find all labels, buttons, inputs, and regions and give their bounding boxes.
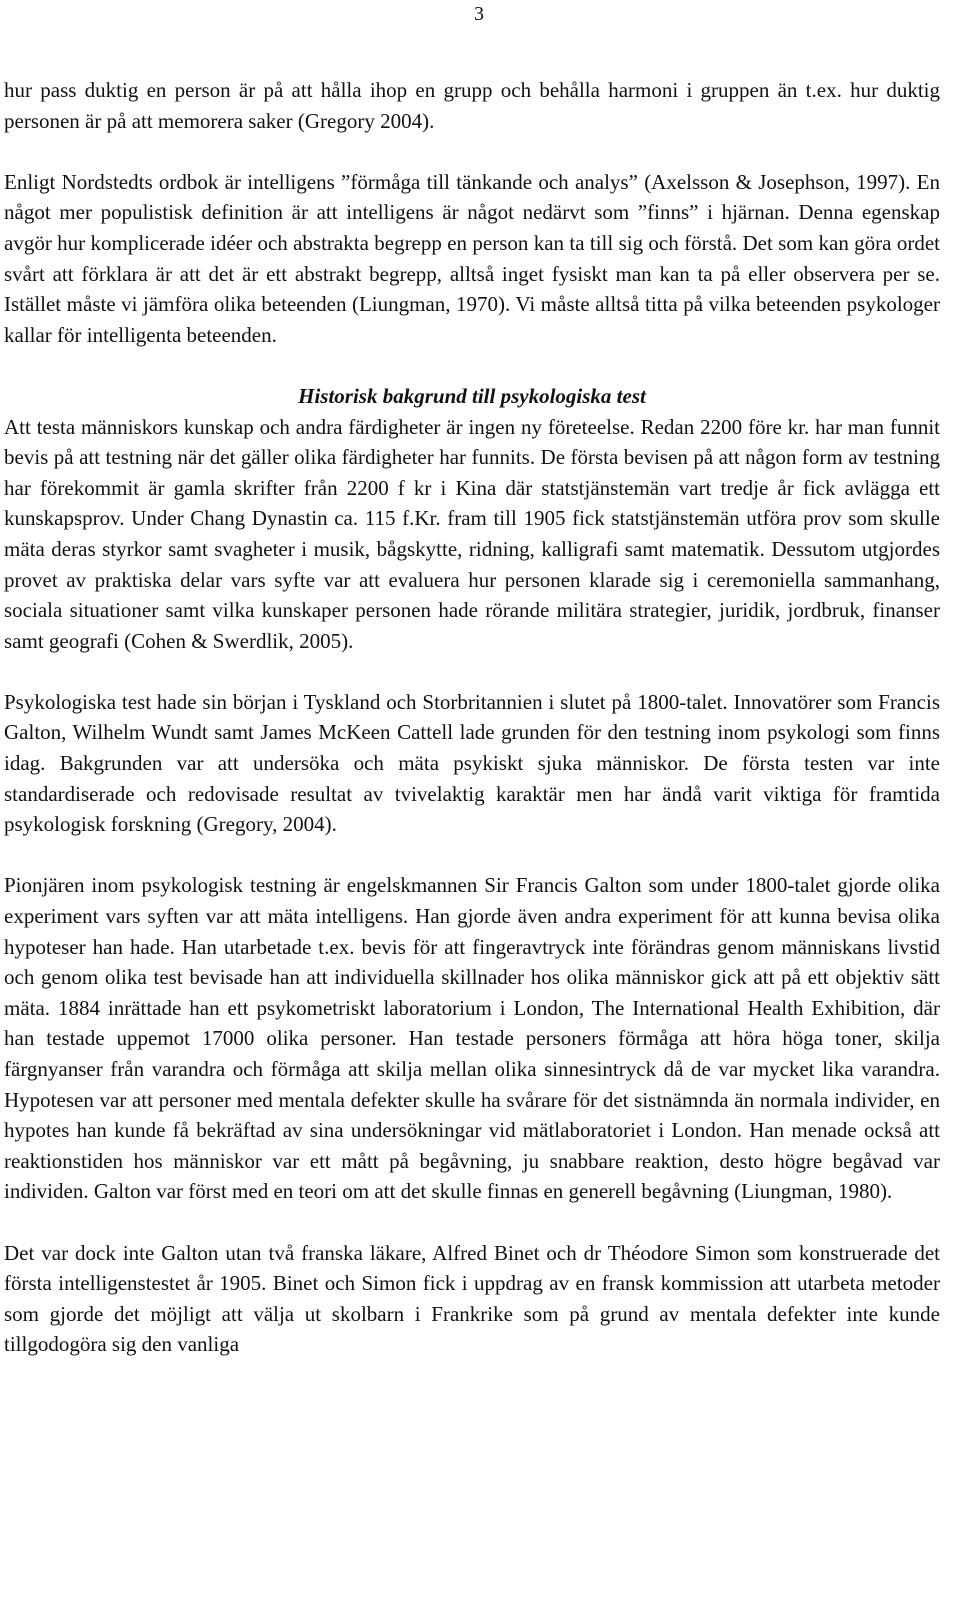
paragraph-galton: Pionjären inom psykologisk testning är engelskmannen Sir Francis Galton som under 1800-talet gjorde olika experiment vars syften var att mäta intelligens. Han gjorde även andra experiment för att kunna bevisa olika hypoteser han hade. Han utarbetade t.ex. bevis för att fingeravtryck inte förändras genom människans livstid och genom olika test bevisade han att individuella skillnader hos olika människor gick att på ett objektiv sätt mäta. 1884 inrättade han ett psykometriskt laboratorium i London, The International Health Exhibition, där han testade uppemot 17000 olika personer. Han testade personers förmåga att höra höga toner, skilja färgnyanser från varandra och förmåga att skilja mellan olika sinnesintryck då de var mycket lika varandra. Hypotesen var att personer med mentala defekter skulle ha svårare för det sistnämnda än normala individer, en hypotes han kunde få bekräftad av sina undersökningar vid mätlaboratoriet i London. Han menade också att reaktionstiden hos människor var ett mått på begåvning, ju snabbare reaktion, desto högre begåvad var individen. Galton var först med en teori om att det skulle finnas en generell begåvning (Liungman, 1980). bbox=[4, 873, 940, 1204]
paragraph-intelligence-examples: hur pass duktig en person är på att hålla ihop en grupp och behålla harmoni i gruppen än t.ex. hur duktig personen är på att memorera saker (Gregory 2004). bbox=[4, 78, 940, 133]
paragraph-spacer bbox=[4, 136, 940, 167]
paragraph-testing-history: Att testa människors kunskap och andra färdigheter är ingen ny företeelse. Redan 2200 före kr. har man funnit bevis på att testning när det gäller olika färdigheter har funnits. De första bevisen på att någon form av testning har förekommit är gamla skrifter från 2200 f kr i Kina där statstjänstemän vart tredje år fick avlägga ett kunskapsprov. Under Chang Dynastin ca. 115 f.Kr. fram till 1905 fick statstjänstemän utföra prov som skulle mäta deras styrkor samt svagheter i musik, bågskytte, ridning, kalligrafi samt matematik. Dessutom utgjordes provet av praktiska delar vars syfte var att evaluera hur personen klarade sig i ceremoniella sammanhang, sociala situationer samt vilka kunskaper personen hade rörande militära strategier, juridik, jordbruk, finanser samt geografi (Cohen & Swerdlik, 2005). bbox=[4, 414, 940, 653]
paragraph-intelligence-definition: Enligt Nordstedts ordbok är intelligens ”förmåga till tänkande och analys” (Axelsson & Josephson, 1997). En något mer populistisk definition är att intelligens är något nedärvt som ”finns” i hjärnan. Denna egenskap avgör hur komplicerade idéer och abstrakta begrepp en person kan ta till sig och förstå. Det som kan göra ordet svårt att förklara är att det är ett abstrakt begrepp, alltså inget fysiskt man kan ta på eller observera per se. Istället måste vi jämföra olika beteenden (Liungman, 1970). Vi måste alltså titta på vilka beteenden psykologer kallar för intelligenta beteenden. bbox=[4, 169, 940, 347]
section-heading: Historisk bakgrund till psykologiska test bbox=[298, 383, 646, 408]
paragraph-binet-simon: Det var dock inte Galton utan två franska läkare, Alfred Binet och dr Théodore Simon som konstruerade det första intelligenstestet år 1905. Binet och Simon fick i uppdrag av en fransk kommission att utarbeta metoder som gjorde det möjligt att välja ut skolbarn i Frankrike som på grund av mentala defekter inte kunde tillgodogöra sig den vanliga bbox=[4, 1240, 940, 1357]
page-number: 3 bbox=[474, 3, 484, 25]
paragraph-spacer bbox=[4, 1207, 940, 1238]
paragraph-spacer bbox=[4, 840, 940, 871]
paragraph-spacer bbox=[4, 656, 940, 687]
paragraph-spacer bbox=[4, 350, 940, 381]
paragraph-psychological-tests-origin: Psykologiska test hade sin början i Tyskland och Storbritannien i slutet på 1800-talet. Innovatörer som Francis Galton, Wilhelm Wundt samt James McKeen Cattell lade grunden för den testning inom psykologi som finns idag. Bakgrunden var att undersöka och mäta psykiskt sjuka människor. De första testen var inte standardiserade och redovisade resultat av tvivelaktig karaktär men har ändå varit viktiga för framtida psykologisk forskning (Gregory, 2004). bbox=[4, 689, 940, 837]
document-body bbox=[4, 75, 940, 1360]
